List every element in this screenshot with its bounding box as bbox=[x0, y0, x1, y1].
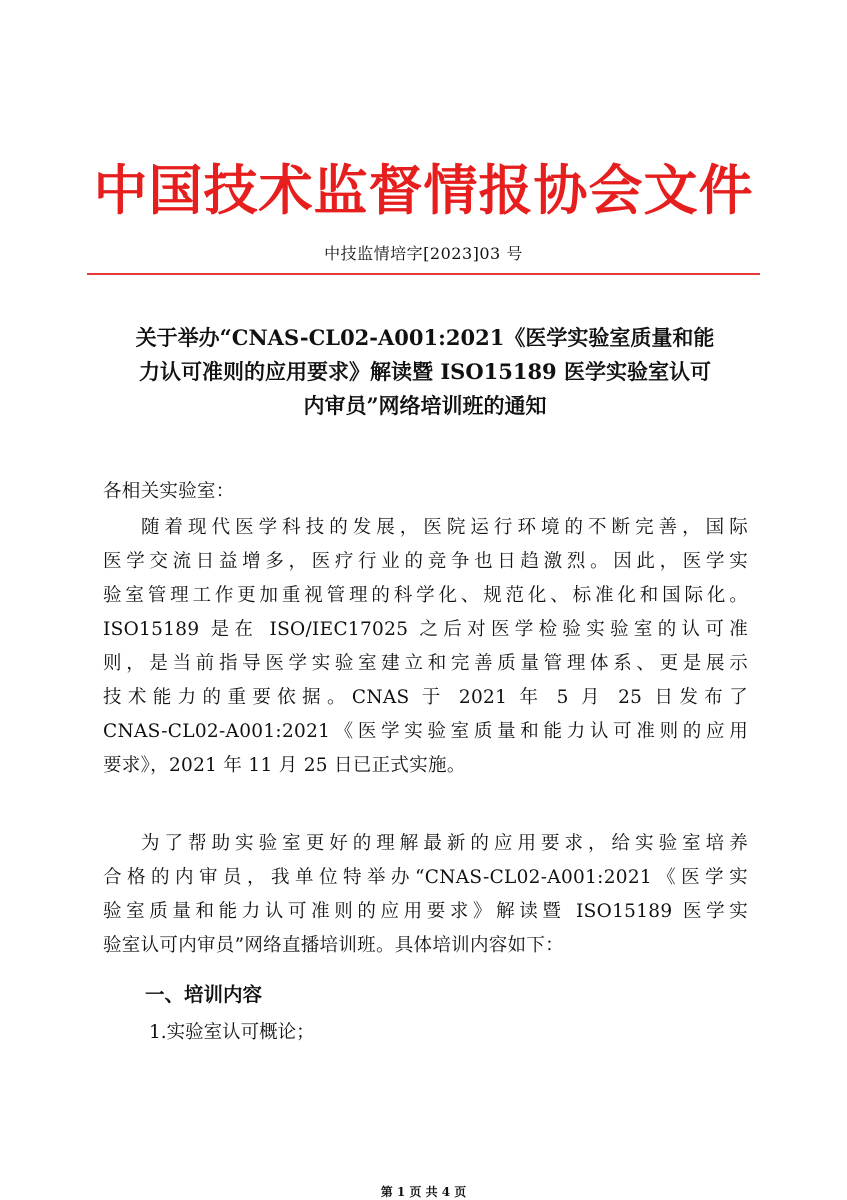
organization-masthead: 中国技术监督情报协会文件 bbox=[93, 158, 754, 222]
paragraph-background bbox=[103, 511, 748, 783]
paragraph-line: 随着现代医学科技的发展，医院运行环境的不断完善，国际 bbox=[141, 517, 748, 538]
paragraph-line: CNAS-CL02-A001:2021《医学实验室质量和能力认可准则的应用 bbox=[103, 721, 748, 742]
paragraph-line: 要求》，2021 年 11 月 25 日已正式实施。 bbox=[103, 755, 466, 776]
paragraph-line: 则，是当前指导医学实验室建立和完善质量管理体系、更是展示 bbox=[103, 653, 748, 674]
paragraph-line: 合格的内审员，我单位特举办“CNAS-CL02-A001:2021《医学实 bbox=[103, 867, 748, 888]
notice-title-line: 内审员”网络培训班的通知 bbox=[303, 393, 547, 418]
paragraph-line: 验室管理工作更加重视管理的科学化、规范化、标准化和国际化。 bbox=[103, 585, 748, 606]
notice-title-line: 力认可准则的应用要求》解读暨 ISO15189 医学实验室认可 bbox=[139, 359, 711, 384]
salutation-text: 各相关实验室： bbox=[103, 481, 235, 502]
paragraph-line: 验室认可内审员”网络直播培训班。具体培训内容如下： bbox=[103, 935, 564, 956]
list-item: 1.实验室认可概论； bbox=[149, 1022, 315, 1043]
paragraph-line: 技术能力的重要依据。CNAS 于 2021 年 5 月 25 日发布了 bbox=[103, 687, 748, 708]
paragraph-line: 为了帮助实验室更好的理解最新的应用要求，给实验室培养 bbox=[141, 833, 748, 854]
section-heading-training-content: 一、培训内容 bbox=[145, 983, 263, 1006]
paragraph-line: 医学交流日益增多，医疗行业的竞争也日趋激烈。因此，医学实 bbox=[103, 551, 748, 572]
paragraph-line: 验室质量和能力认可准则的应用要求》解读暨 ISO15189 医学实 bbox=[103, 901, 748, 922]
paragraph-purpose bbox=[103, 827, 748, 963]
document-number: 中技监情培字[2023]03 号 bbox=[324, 244, 523, 263]
salutation bbox=[103, 475, 748, 509]
red-divider-rule bbox=[87, 273, 760, 275]
notice-title-line: 关于举办“CNAS-CL02-A001:2021《医学实验室质量和能 bbox=[135, 325, 715, 350]
paragraph-line: ISO15189 是在 ISO/IEC17025 之后对医学检验实验室的认可准 bbox=[103, 619, 748, 640]
page-indicator: 第 1 页 共 4 页 bbox=[380, 1185, 467, 1199]
notice-title bbox=[95, 321, 755, 423]
